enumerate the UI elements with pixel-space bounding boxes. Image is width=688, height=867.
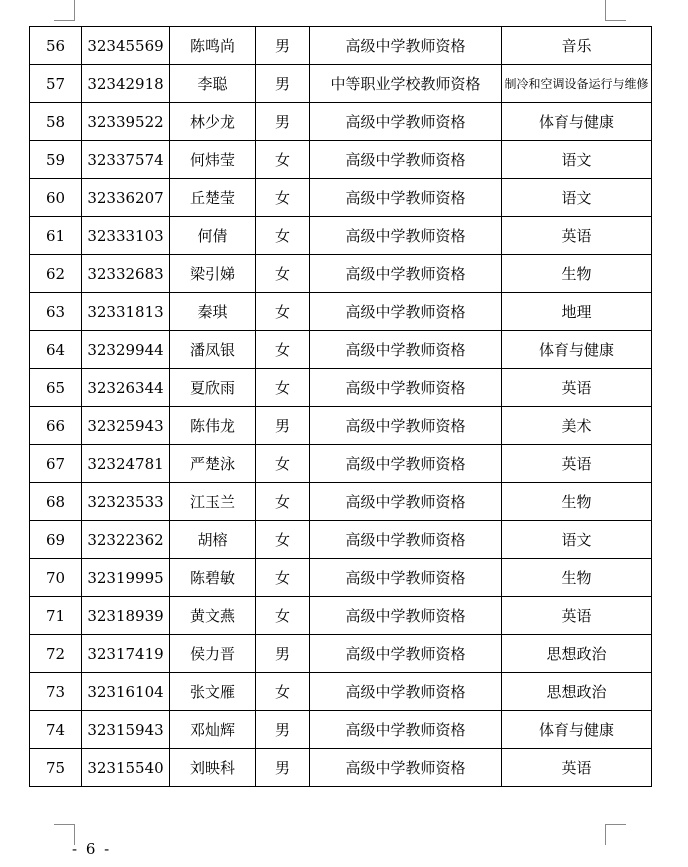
cell-gender: 女 [256,293,310,331]
cell-no: 59 [30,141,82,179]
table-row [30,597,652,635]
cell-name: 秦琪 [170,293,256,331]
cell-gender: 男 [256,103,310,141]
cell-no: 62 [30,255,82,293]
cell-id: 32333103 [82,217,170,255]
cell-name: 刘映科 [170,749,256,787]
table-row [30,407,652,445]
cell-gender: 男 [256,27,310,65]
cell-qualification: 高级中学教师资格 [310,521,502,559]
table-row [30,179,652,217]
cell-no: 70 [30,559,82,597]
cell-name: 梁引娣 [170,255,256,293]
cell-id: 32324781 [82,445,170,483]
table-row [30,521,652,559]
cell-id: 32345569 [82,27,170,65]
cell-subject: 音乐 [502,27,652,65]
table-row [30,445,652,483]
cell-qualification: 高级中学教师资格 [310,749,502,787]
cell-id: 32315540 [82,749,170,787]
cell-no: 66 [30,407,82,445]
cell-qualification: 高级中学教师资格 [310,217,502,255]
cell-gender: 女 [256,179,310,217]
cell-name: 潘凤银 [170,331,256,369]
cell-id: 32337574 [82,141,170,179]
cell-gender: 女 [256,559,310,597]
cell-name: 丘楚莹 [170,179,256,217]
cell-gender: 男 [256,65,310,103]
table-row [30,635,652,673]
cell-qualification: 高级中学教师资格 [310,179,502,217]
cell-name: 邓灿辉 [170,711,256,749]
cell-gender: 女 [256,521,310,559]
cell-qualification: 高级中学教师资格 [310,141,502,179]
cell-gender: 男 [256,711,310,749]
cell-no: 61 [30,217,82,255]
cell-no: 72 [30,635,82,673]
cell-qualification: 中等职业学校教师资格 [310,65,502,103]
cell-name: 李聪 [170,65,256,103]
cell-name: 陈鸣尚 [170,27,256,65]
cell-name: 严楚泳 [170,445,256,483]
cell-subject: 英语 [502,445,652,483]
table-row [30,65,652,103]
page-number: - 6 - [72,840,112,858]
cell-subject: 英语 [502,749,652,787]
cell-no: 74 [30,711,82,749]
cell-gender: 女 [256,369,310,407]
cell-qualification: 高级中学教师资格 [310,27,502,65]
cell-id: 32339522 [82,103,170,141]
cell-gender: 女 [256,673,310,711]
cell-qualification: 高级中学教师资格 [310,407,502,445]
cell-subject: 生物 [502,559,652,597]
cell-name: 陈伟龙 [170,407,256,445]
cell-subject: 语文 [502,521,652,559]
cell-name: 侯力晋 [170,635,256,673]
cell-no: 63 [30,293,82,331]
cell-subject: 英语 [502,369,652,407]
cell-qualification: 高级中学教师资格 [310,331,502,369]
table-row [30,749,652,787]
cell-gender: 女 [256,445,310,483]
table-row [30,293,652,331]
crop-mark-top-right [605,0,626,21]
cell-qualification: 高级中学教师资格 [310,483,502,521]
cell-no: 60 [30,179,82,217]
cell-gender: 女 [256,331,310,369]
cell-id: 32331813 [82,293,170,331]
roster-table [29,26,652,787]
cell-no: 65 [30,369,82,407]
cell-qualification: 高级中学教师资格 [310,293,502,331]
cell-id: 32315943 [82,711,170,749]
cell-id: 32336207 [82,179,170,217]
cell-subject: 美术 [502,407,652,445]
cell-name: 江玉兰 [170,483,256,521]
cell-subject: 生物 [502,483,652,521]
cell-qualification: 高级中学教师资格 [310,559,502,597]
cell-id: 32329944 [82,331,170,369]
cell-subject: 思想政治 [502,635,652,673]
cell-id: 32317419 [82,635,170,673]
cell-no: 56 [30,27,82,65]
cell-name: 何倩 [170,217,256,255]
table-row [30,255,652,293]
cell-qualification: 高级中学教师资格 [310,369,502,407]
cell-subject: 英语 [502,597,652,635]
cell-no: 73 [30,673,82,711]
cell-id: 32318939 [82,597,170,635]
cell-id: 32326344 [82,369,170,407]
cell-subject: 语文 [502,179,652,217]
cell-id: 32316104 [82,673,170,711]
cell-gender: 女 [256,597,310,635]
cell-no: 64 [30,331,82,369]
cell-id: 32323533 [82,483,170,521]
cell-gender: 女 [256,217,310,255]
cell-name: 林少龙 [170,103,256,141]
table-row [30,711,652,749]
cell-id: 32332683 [82,255,170,293]
cell-gender: 男 [256,635,310,673]
cell-gender: 女 [256,255,310,293]
cell-qualification: 高级中学教师资格 [310,103,502,141]
cell-subject: 体育与健康 [502,711,652,749]
cell-id: 32342918 [82,65,170,103]
crop-mark-bottom-right [605,824,626,845]
cell-subject: 生物 [502,255,652,293]
cell-id: 32325943 [82,407,170,445]
cell-no: 58 [30,103,82,141]
cell-id: 32322362 [82,521,170,559]
cell-name: 夏欣雨 [170,369,256,407]
cell-qualification: 高级中学教师资格 [310,445,502,483]
table-row [30,559,652,597]
cell-name: 黄文燕 [170,597,256,635]
cell-name: 胡榕 [170,521,256,559]
cell-qualification: 高级中学教师资格 [310,635,502,673]
cell-no: 69 [30,521,82,559]
table-row [30,141,652,179]
cell-subject: 地理 [502,293,652,331]
cell-gender: 女 [256,483,310,521]
cell-subject: 思想政治 [502,673,652,711]
cell-subject: 英语 [502,217,652,255]
cell-qualification: 高级中学教师资格 [310,673,502,711]
cell-no: 68 [30,483,82,521]
table-row [30,483,652,521]
cell-gender: 男 [256,407,310,445]
cell-subject: 体育与健康 [502,331,652,369]
table-row [30,331,652,369]
cell-no: 57 [30,65,82,103]
table-row [30,673,652,711]
table-row [30,217,652,255]
cell-qualification: 高级中学教师资格 [310,255,502,293]
cell-no: 71 [30,597,82,635]
table-row [30,369,652,407]
cell-id: 32319995 [82,559,170,597]
cell-subject: 语文 [502,141,652,179]
cell-no: 67 [30,445,82,483]
cell-gender: 男 [256,749,310,787]
table-row [30,103,652,141]
cell-subject: 体育与健康 [502,103,652,141]
cell-name: 张文雁 [170,673,256,711]
crop-mark-top-left [54,0,75,21]
cell-gender: 女 [256,141,310,179]
cell-name: 陈碧敏 [170,559,256,597]
table-row [30,27,652,65]
cell-qualification: 高级中学教师资格 [310,711,502,749]
cell-qualification: 高级中学教师资格 [310,597,502,635]
cell-subject: 制冷和空调设备运行与维修 [502,65,652,103]
cell-no: 75 [30,749,82,787]
cell-name: 何炜莹 [170,141,256,179]
